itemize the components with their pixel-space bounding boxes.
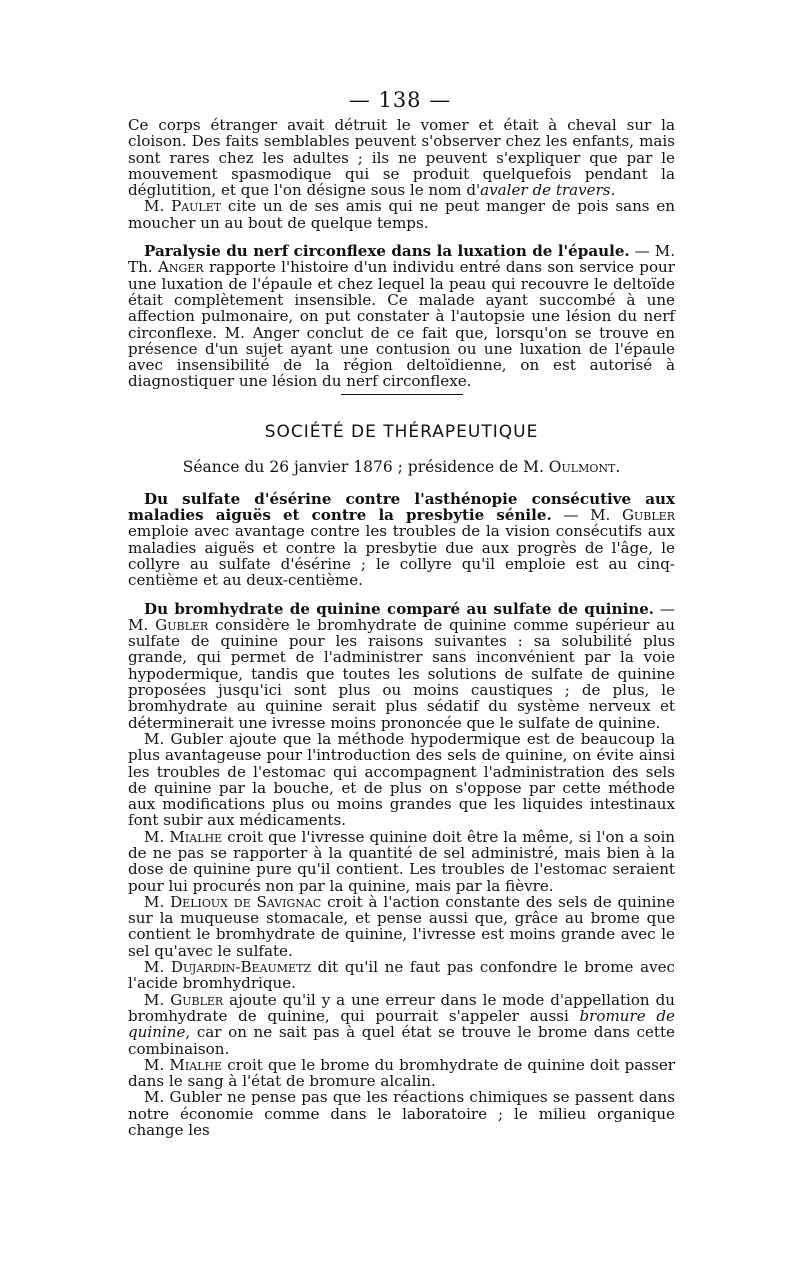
para2-prefix: M. (144, 197, 172, 216)
para10-text: ajoute qu'il y a une erreur dans le mode d'appellation du bromhydrate de quinine, qui pourrait s'appeler aussi (128, 990, 675, 1025)
author-name: Gubler (155, 615, 209, 634)
section-heading-eserine: Du sulfate d'ésérine contre l'asthénopie consécutive aux maladies aiguës et contre la presbytie sénile. (128, 489, 675, 525)
author-name: Paulet (171, 197, 222, 216)
para1-italic: avaler de travers (480, 181, 611, 200)
author-name: Gubler (621, 506, 675, 525)
section-heading-bromhydrate: Du bromhydrate de quinine comparé au sulfate de quinine. (144, 599, 655, 618)
para10-end: , car on ne sait pas à quel état se trouve le brome dans cette combinaison. (128, 1023, 675, 1058)
paragraph-anger (128, 243, 675, 390)
seance-prefix: Séance du 26 janvier 1876 ; présidence de M. (182, 457, 549, 476)
seance-end: . (615, 457, 621, 476)
paragraph-gubler-final: M. Gubler ne pense pas que les réactions chimiques se passent dans notre économie comme dans le laboratoire ; le milieu organique change les (128, 1088, 675, 1140)
spacer (128, 477, 675, 491)
para1-text: Ce corps étranger avait détruit le vomer et était à cheval sur la cloison. Des faits semblables peuvent s'observer chez les enfants, mais sont rares chez les adultes ; ils ne peuvent s'expliquer que par le mouvement spasmodique qui se produit quelquefois pendant la déglutition, et que l'on désigne sous le nom d' (128, 116, 675, 200)
page-number: — 138 — (348, 88, 452, 112)
para2-text: cite un de ses amis qui ne peut manger de pois sans en moucher un au bout de quelque temps. (128, 197, 675, 232)
para7-text: croit que l'ivresse quinine doit être la même, si l'on a soin de ne pas se rapporter à la quantité de sel administré, mais bien à la dose de quinine pure qu'il contient. Les troubles de l'estomac seraient pour lui procurés non par la quinine, mais par la fièvre. (128, 827, 675, 895)
paragraph-gubler-method: M. Gubler ajoute que la méthode hypodermique est de beaucoup la plus avantageuse pour l'introduction des sels de quinine, on évite ainsi les troubles de l'estomac qui accompagnent l'administration des sels de quinine par la bouche, et de plus on s'oppose par cette méthode aux modifications plus ou moins grandes que les liquides intestinaux font subir aux médicaments. (128, 729, 675, 830)
text-column (128, 117, 675, 1138)
society-title: SOCIÉTÉ DE THÉRAPEUTIQUE (264, 421, 539, 442)
author-name: Mialhe (169, 827, 223, 846)
paragraph-dujardin (128, 959, 675, 992)
paragraph-mialhe-1 (128, 829, 675, 894)
author-name: Mialhe (169, 1055, 223, 1074)
para9-text: dit qu'il ne faut pas confondre le brome avec l'acide bromhydrique. (128, 958, 675, 993)
paragraph-bromhydrate (128, 601, 675, 731)
para1-end: . (610, 181, 616, 200)
author-name: Dujardin-Beaumetz (170, 958, 312, 977)
author-name: Gubler (170, 990, 224, 1009)
para11-text: croit que le brome du bromhydrate de quinine doit passer dans le sang à l'état de bromure alcalin. (128, 1055, 675, 1091)
paragraph-delioux (128, 894, 675, 959)
spacer (128, 395, 675, 421)
para4-prefix: — M. (551, 506, 622, 525)
section-heading-paralysie: Paralysie du nerf circonflexe dans la luxation de l'épaule. (144, 242, 630, 261)
para9-prefix: M. (144, 958, 171, 977)
paragraph-gubler-naming (128, 992, 675, 1057)
para4-text: emploie avec avantage contre les troubles de la vision consécutifs aux maladies aiguës et contre la presbytie due aux progrès de l'âge, le collyre au sulfate d'ésérine ; le collyre qu'il emploie est au cinq-centième et au deux-centième. (128, 522, 675, 590)
session-line (128, 457, 675, 477)
paragraph-continuation (128, 117, 675, 198)
para5-text: considère le bromhydrate de quinine comme supérieur au sulfate de quinine pour les raisons suivantes : sa solubilité plus grande, qui permet de l'administrer sans inconvénient par la voie hypodermique, tandis que toutes les solutions de sulfate de quinine proposées jusqu'ici sont plus ou moins caustiques ; de plus, le bromhydrate au quinine serait plus sédatif du système nerveux et déterminerait une ivresse moins prononcée que le sulfate de quinine. (128, 615, 675, 732)
para10-prefix: M. (144, 990, 171, 1009)
para8-text: croit à l'action constante des sels de quinine sur la muqueuse stomacale, et pense aussi que, grâce au brome que contient le bromhydrate de quinine, l'ivresse est moins grande avec le sel qu'avec le sulfate. (128, 892, 675, 960)
para10-italic: bromure de quinine (128, 1006, 675, 1042)
para3-text: rapporte l'histoire d'un individu entré dans son service pour une luxation de l'épaule et chez lequel la peau qui recouvre le deltoïde était complètement insensible. Ce malade ayant succombé à une affection pulmonaire, on put constater à l'autopsie une lésion du nerf circonflexe. M. Anger conclut de ce fait que, lorsqu'on se trouve en présence d'un sujet ayant une contusion ou une luxation de l'épaule avec insensibilité de la région deltoïdienne, on est autorisé à diagnostiquer une lésion du nerf circonflexe. (128, 258, 675, 391)
para8-prefix: M. (144, 892, 171, 911)
para5-prefix: — M. (128, 599, 675, 634)
para11-prefix: M. (144, 1055, 170, 1074)
para3-prefix: — M. Th. (128, 242, 675, 277)
author-name: Anger (157, 258, 204, 277)
author-name: Delioux de Savignac (170, 892, 322, 911)
paragraph-mialhe-2 (128, 1057, 675, 1090)
para7-prefix: M. (144, 827, 170, 846)
president-name: Oulmont (548, 457, 616, 476)
paragraph-paulet (128, 198, 675, 231)
paragraph-eserine (128, 491, 675, 589)
